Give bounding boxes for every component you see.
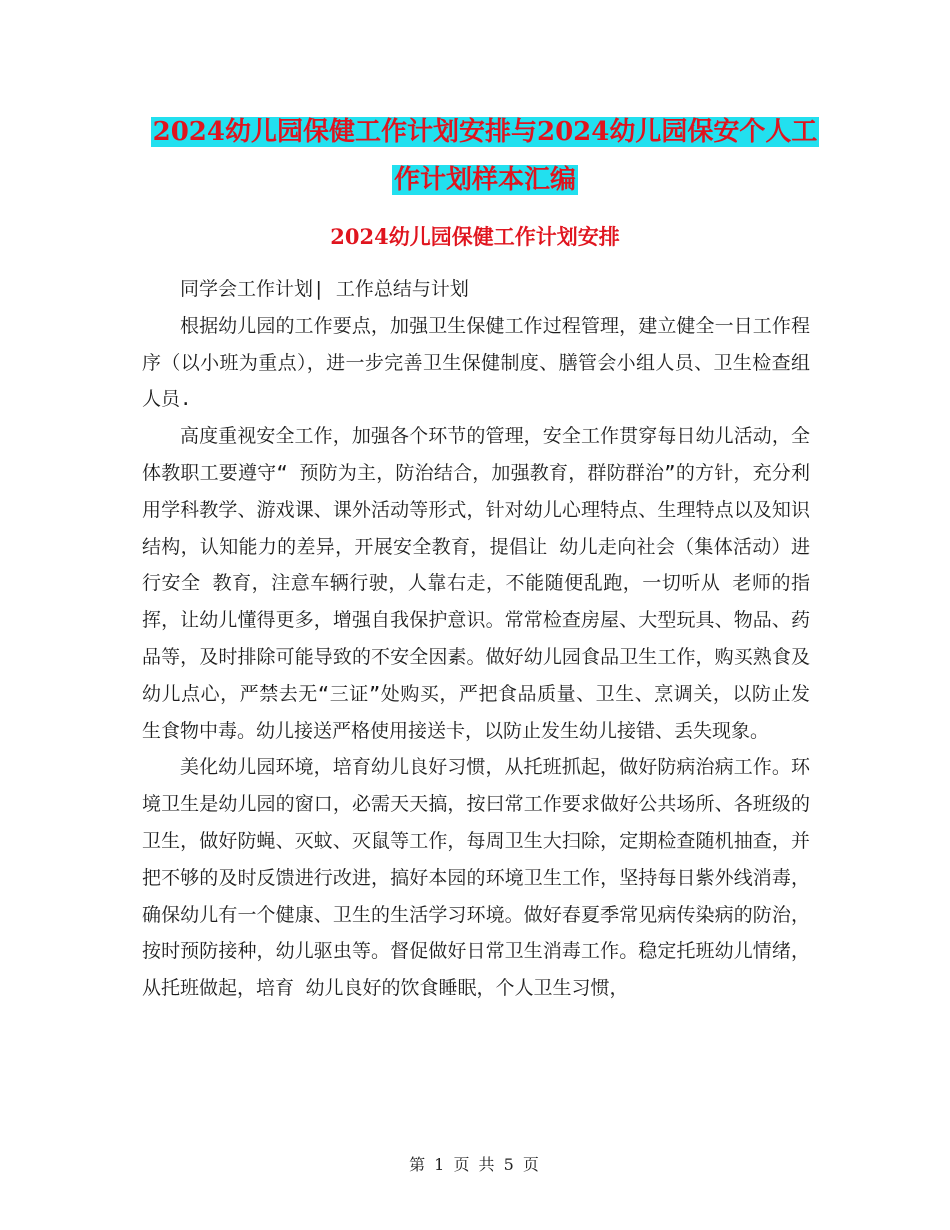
document-body <box>142 271 810 1007</box>
page-footer: 第 1 页 共 5 页 <box>409 1155 541 1174</box>
document-title-text: 2024幼儿园保健工作计划安排与2024幼儿园保安个人工作计划样本汇编 <box>152 117 818 195</box>
section-title: 2024幼儿园保健工作计划安排 <box>330 224 620 249</box>
document-title <box>140 108 830 204</box>
source-line: 同学会工作计划| 工作总结与计划 <box>180 278 469 300</box>
paragraph-2: 高度重视安全工作，加强各个环节的管理，安全工作贯穿每日幼儿活动，全体教职工要遵守“ 预防为主，防治结合，加强教育，群防群治”的方针，充分利用学科教学、游戏课、课外活动等形式，针对幼儿心理特点、生理特点以及知识结构，认知能力的差异，开展安全教育，提倡让 幼儿走向社会（集体活动）进行安全 教育，注意车辆行驶，人靠右走，不能随便乱跑，一切听从 老师的指挥，让幼儿懂得更多，增强自我保护意识。常常检查房屋、大型玩具、物品、药品等，及时排除可能导致的不安全因素。做好幼儿园食品卫生工作，购买熟食及幼儿点心，严禁去无“三证”处购买，严把食品质量、卫生、烹调关，以防止发生食物中毒。幼儿接送严格使用接送卡，以防止发生幼儿接错、丢失现象。 <box>142 425 810 742</box>
paragraph-1: 根据幼儿园的工作要点，加强卫生保健工作过程管理，建立健全一日工作程序（以小班为重点），进一步完善卫生保健制度、膳管会小组人员、卫生检查组人员. <box>142 314 810 411</box>
paragraph-3: 美化幼儿园环境，培育幼儿良好习惯，从托班抓起，做好防病治病工作。环境卫生是幼儿园的窗口，必需天天搞，按曰常工作要求做好公共场所、各班级的卫生，做好防蝇、灭蚊、灭鼠等工作，每周卫生大扫除，定期检查随机抽查，并把不够的及时反馈进行改进，搞好本园的环境卫生工作，坚持每日紫外线消毒，确保幼儿有一个健康、卫生的生活学习环境。做好春夏季常见病传染病的防治，按时预防接种，幼儿驱虫等。督促做好日常卫生消毒工作。稳定托班幼儿情绪，从托班做起，培育 幼儿良好的饮食睡眠，个人卫生习惯， <box>142 756 810 1000</box>
